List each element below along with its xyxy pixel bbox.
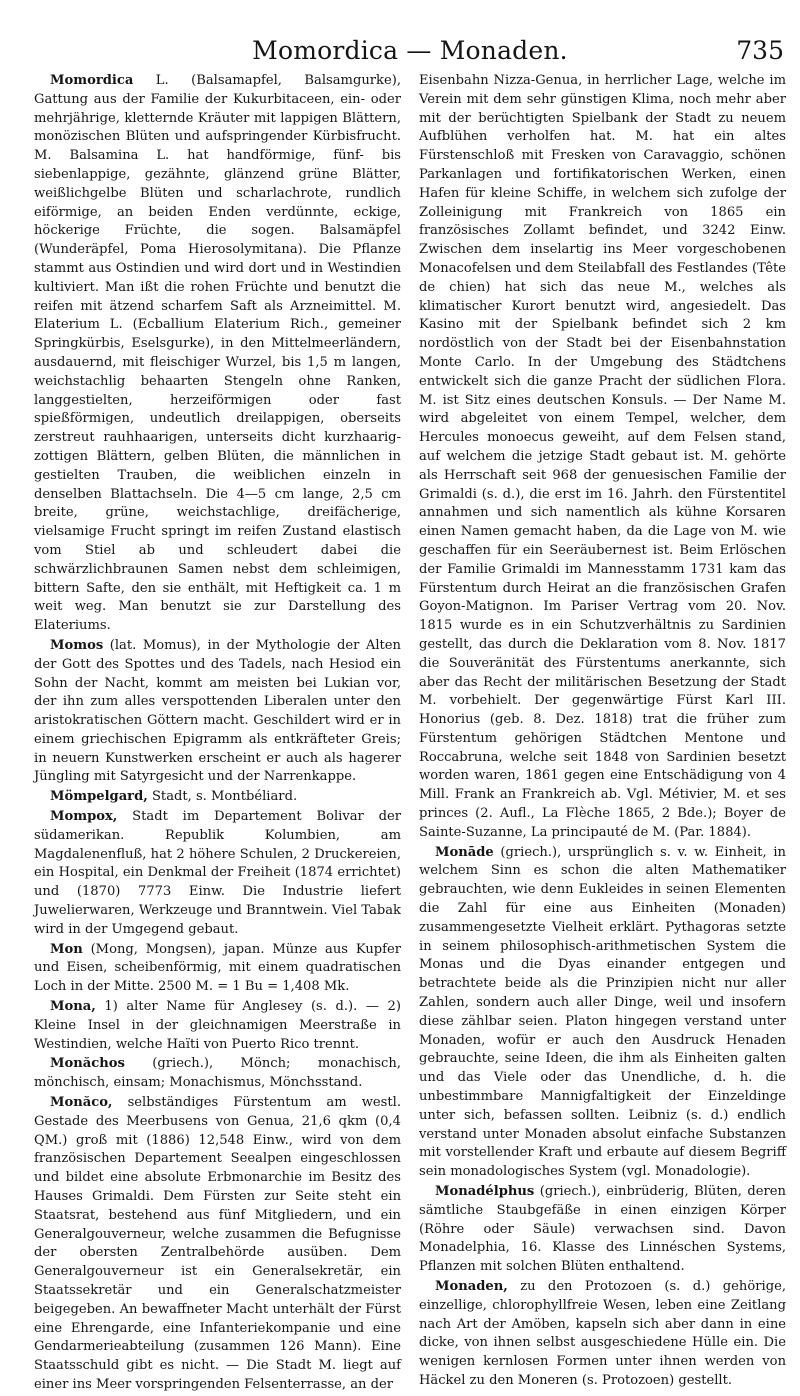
page-title: Momordica — Monaden. bbox=[252, 36, 568, 65]
entry-text: (Mong, Mongsen), japan. Münze aus Kupfer und Eisen, scheibenförmig, mit einem quadratischen Loch in der Mitte. 2500 M. = 1 Bu = 1,408 Mk. bbox=[34, 941, 401, 995]
entry-headword: Monadélphus bbox=[435, 1184, 535, 1200]
entry-headword: Monăchos bbox=[50, 1056, 125, 1072]
entry-mon bbox=[34, 941, 401, 997]
entry-headword: Monaden, bbox=[435, 1279, 508, 1294]
entry-mompox bbox=[34, 808, 401, 940]
page-header bbox=[34, 36, 786, 72]
entry-monachos bbox=[34, 1055, 401, 1093]
entry-text: Stadt im Departement Bolivar der südamerikan. Republik Kolumbien, am Magdalenenfluß, hat 2 höhere Schulen, 2 Druckereien, ein Hospital, ein Denkmal der Freiheit (1874 errichtet) und (1870) 7773 Einw. Die Industrie liefert Juwelierwaren, Werkzeuge und Branntwein. Viel Tabak wird in der Umgegend gebaut. bbox=[34, 809, 401, 937]
entry-moempelgard bbox=[34, 788, 401, 807]
text-columns bbox=[34, 72, 786, 1396]
entry-headword: Mömpelgard, bbox=[50, 789, 148, 805]
entry-headword: Mompox, bbox=[50, 809, 118, 825]
entry-text: (griech.), Mönch; monachisch, mönchisch, einsam; Monachismus, Mönchsstand. bbox=[34, 1056, 401, 1091]
entry-text: (griech.), ursprünglich s. v. w. Einheit, in welchem Sinn es schon die alten Mathematiker gebrauchten, wie denn Eukleides in seinen Elementen die Zahl für eine aus Einheiten (Monaden) zusammengesetzte Vielheit erklärt. Pythagoras setzte in seinem philosophisch-arithmetischen System die Monas und die Dyas einander entgegen und betrachtete beide als die Prinzipien nicht nur aller Zahlen, sondern auch aller Dinge, weil und insofern diese zählbar seien. Platon hingegen verstand unter Monaden, wofür er auch den Ausdruck Henaden gebrauchte, seine Ideen, die ihm als Einheiten galten und das Viele oder das Unendliche, d. h. die unbestimmbare Mannigfaltigkeit der Einzeldinge unter sich, befassen sollten. Leibniz (s. d.) endlich verstand unter Monaden absolut einfache Substanzen mit vorstellender Kraft und erbaute auf diesem Begriff sein monadologisches System (vgl. Monadologie). bbox=[419, 844, 786, 1180]
entry-headword: Momordica bbox=[50, 73, 134, 88]
entry-headword: Monāde bbox=[435, 844, 494, 860]
entry-momordica bbox=[34, 72, 401, 636]
page-number: 735 bbox=[736, 36, 784, 65]
entry-text: Stadt, s. Montbéliard. bbox=[147, 789, 298, 805]
entry-headword: Mona, bbox=[50, 999, 96, 1015]
entry-text: zu den Protozoen (s. d.) gehörige, einzellige, chlorophyllfreie Wesen, leben eine Zeitlang nach Art der Amöben, kapseln sich aber dann in eine dicke, von ihnen selbst ausgeschiedene Hülle ein. Die wenigen kernlosen Formen unter ihnen werden von Häckel zu den Moneren (s. Protozoen) gestellt. bbox=[419, 1279, 786, 1388]
entry-text: 1) alter Name für Anglesey (s. d.). — 2) Kleine Insel in der gleichnamigen Meerstraße in Westindien, welche Haïti von Puerto Rico trennt. bbox=[34, 999, 401, 1052]
entry-text: L. (Balsamapfel, Balsamgurke), Gattung aus der Familie der Kukurbitaceen, ein- oder mehrjährige, kletternde Kräuter mit lappigen Blättern, monözischen Blüten und aufspringender Kürbisfrucht. M. Balsamina L. hat handförmige, fünf- bis siebenlappige, gezähnte, glänzend grüne Blätter, weißlichgelbe Blüten und scharlachrote, rundlich eiförmige, an beiden Enden verdünnte, eckige, höckerige Früchte, die sogen. Balsamäpfel (Wunderäpfel, Poma Hierosolymitana). Die Pflanze stammt aus Ostindien und wird dort und in Westindien kultiviert. Man ißt die rohen Früchte und benutzt die reifen mit ätzend scharfem Saft als Arzneimittel. M. Elaterium L. (Ecballium Elaterium Rich., gemeiner Springkürbis, Eselsgurke), in den Mittelmeerländern, ausdauernd, mit fleischiger Wurzel, bis 1,5 m langen, weichstachlig behaarten Stengeln ohne Ranken, langgestielten, herzeiförmigen oder fast spießförmigen, undeutlich dreilappigen, oberseits zerstreut rauhhaarigen, unterseits dicht kurzhaarig-zottigen Blättern, gelben Blüten, die männlichen in gestielten Trauben, die weiblichen einzeln in denselben Blattachseln. Die 4—5 cm lange, 2,5 cm breite, grüne, weichstachlige, dreifächerige, vielsamige Frucht springt im reifen Zustand elastisch vom Stiel ab und schleudert dabei die schwärzlichbraunen Samen nebst dem schleimigen, bittern Safte, den sie enthält, mit Heftigkeit ca. 1 m weit weg. Man benutzt sie zur Darstellung des Elateriums. bbox=[34, 73, 401, 634]
entry-momos bbox=[34, 637, 401, 787]
entry-headword: Mon bbox=[50, 941, 83, 957]
right-column bbox=[419, 72, 786, 1396]
entry-text: selbständiges Fürstentum am westl. Gestade des Meerbusens von Genua, 21,6 qkm (0,4 QM.) groß mit (1886) 12,548 Einw., wird von dem französischen Departement Seealpen eingeschlossen und bildet eine absolute Erbmonarchie im Besitz des Hauses Grimaldi. Dem Fürsten zur Seite steht ein Staatsrat, bestehend aus fünf Mitgliedern, und ein Generalgouverneur, welche zusammen die Befugnisse der obersten Zentralbehörde ausüben. Dem Generalgouverneur ist ein Generalsekretär, ein Staatssekretär und ein Generalschatzmeister beigegeben. An bewaffneter Macht unterhält der Fürst eine Ehrengarde, eine Infanteriekompanie und eine Gendarmerieabteilung (zusammen 126 Mann). Eine Staatsschuld gibt es nicht. — Die Stadt M. liegt auf einer ins Meer vorspringenden Felsenterrasse, an der bbox=[34, 1095, 401, 1392]
entry-text: (lat. Momus), in der Mythologie der Alten der Gott des Spottes und des Tadels, nach Hesiod ein Sohn der Nacht, kommt am meisten bei Lukian vor, der ihn zum alles verspottenden Liberalen unter den aristokratischen Göttern macht. Geschildert wird er in einem griechischen Epigramm als entkräfteter Greis; in neuern Kunstwerken erscheint er auch als hagerer Jüngling mit Satyrgesicht und der Narrenkappe. bbox=[34, 637, 401, 785]
entry-monaden bbox=[419, 1278, 786, 1391]
entry-headword: Momos bbox=[50, 637, 104, 653]
entry-text: (griech.), einbrüderig, Blüten, deren sämtliche Staubgefäße in einen einzigen Körper (Röhre oder Säule) verwachsen sind. Davon Monadelphia, 16. Klasse des Linnéschen Systems, Pflanzen mit solchen Blüten enthaltend. bbox=[419, 1184, 786, 1275]
entry-monadelphus bbox=[419, 1183, 786, 1277]
entry-mona bbox=[34, 998, 401, 1054]
entry-monade bbox=[419, 844, 786, 1182]
left-column bbox=[34, 72, 401, 1396]
entry-monaco-continued: Eisenbahn Nizza-Genua, in herrlicher Lage, welche im Verein mit dem sehr günstigen Klima, noch mehr aber mit der berüchtigten Spielbank der Stadt zu neuem Aufblühen verholfen hat. M. hat ein altes Fürstenschloß mit Fresken von Caravaggio, schönen Parkanlagen und fortifikatorischen Werken, einen Hafen für kleine Schiffe, in welchem sich zufolge der Zolleinigung mit Frankreich von 1865 ein französisches Zollamt befindet, und 3242 Einw. Zwischen dem inselartig ins Meer vorgeschobenen Monacofelsen und dem Steilabfall des Festlandes (Tête de chien) hat sich das neue M., welches als klimatischer Kurort benutzt wird, angesiedelt. Das Kasino mit der Spielbank befindet sich 2 km nordöstlich von der Stadt bei der Eisenbahnstation Monte Carlo. In der Umgebung des Städtchens entwickelt sich die ganze Pracht der südlichen Flora. M. ist Sitz eines deutschen Konsuls. — Der Name M. wird abgeleitet von einem Tempel, welcher, dem Hercules monoecus geweiht, auf dem Felsen stand, auf welchem die jetzige Stadt gebaut ist. M. gehörte als Herrschaft seit 968 der genuesischen Familie der Grimaldi (s. d.), die erst im 16. Jahrh. den Fürstentitel annahmen und sich namentlich als kühne Korsaren einen Namen gemacht haben, da die Lage von M. wie geschaffen für ein Seeräubernest ist. Beim Erlöschen der Familie Grimaldi im Mannesstamm 1731 kam das Fürstentum durch Heirat an die französischen Grafen Goyon-Matignon. Im Pariser Vertrag vom 20. Nov. 1815 wurde es in ein Schutzverhältnis zu Sardinien gestellt, das durch die Deklaration vom 8. Nov. 1817 die Souveränität des Fürstentums anerkannte, sich aber das Recht der militärischen Besetzung der Stadt M. vorbehielt. Der gegenwärtige Fürst Karl III. Honorius (geb. 8. Dez. 1818) trat die früher zum Fürstentum gehörigen Städtchen Mentone und Roccabruna, welche seit 1848 von Sardinien besetzt worden waren, 1861 gegen eine Entschädigung von 4 Mill. Frank an Frankreich ab. Vgl. Métivier, M. et ses princes (2. Aufl., La Flèche 1865, 2 Bde.); Boyer de Sainte-Suzanne, La principauté de M. (Par. 1884). bbox=[419, 73, 786, 840]
entry-headword: Monăco, bbox=[50, 1095, 113, 1111]
entry-monaco bbox=[34, 1094, 401, 1395]
